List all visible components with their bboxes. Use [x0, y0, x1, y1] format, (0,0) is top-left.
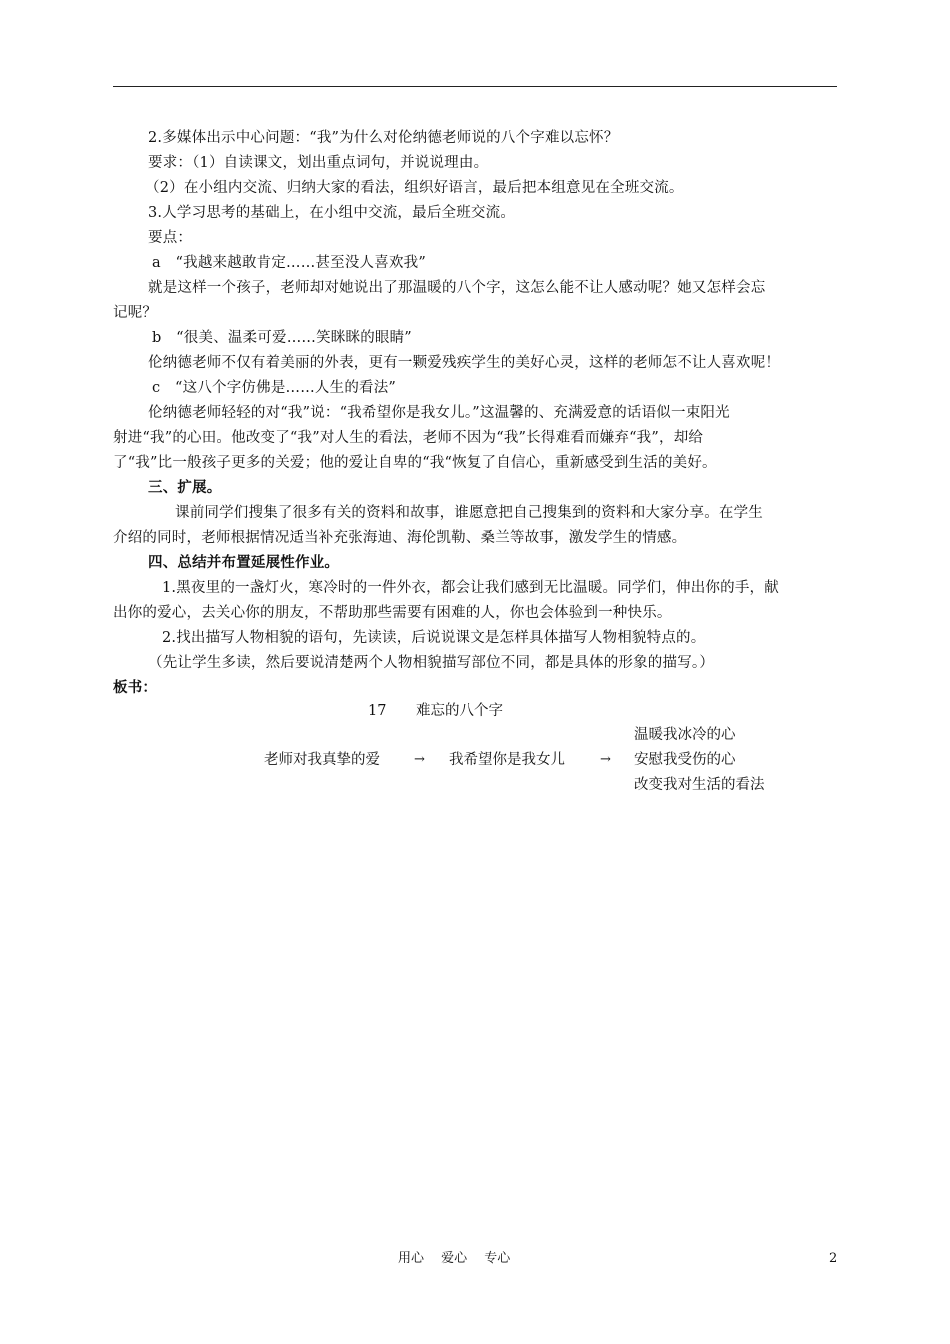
blackboard-label: 板书： — [113, 679, 158, 696]
homework-1-line-2: 出你的爱心，去关心你的朋友，不帮助那些需要有困难的人，你也会体验到一种快乐。 — [113, 605, 672, 621]
blackboard-effect-1: 温暖我冰冷的心 — [634, 727, 736, 743]
point-c-quote: c “这八个字仿佛是……人生的看法” — [152, 380, 397, 396]
section-3-text-line-2: 介绍的同时，老师根据情况适当补充张海迪、海伦凯勒、桑兰等故事，激发学生的情感。 — [113, 530, 687, 546]
page-number: 2 — [829, 1251, 838, 1266]
homework-1-line-1: 1.黑夜里的一盏灯火，寒冷时的一件外衣，都会让我们感到无比温暖。同学们，伸出你的手，献 — [162, 580, 779, 596]
right-arrow-icon: → — [600, 752, 611, 767]
blackboard-title: 难忘的八个字 — [416, 703, 503, 719]
header-rule — [113, 86, 837, 87]
section-4-heading: 四、总结并布置延展性作业。 — [148, 554, 340, 571]
point-a-quote: a “我越来越敢肯定……甚至没人喜欢我” — [152, 255, 426, 271]
step-3-line: 3.人学习思考的基础上，在小组中交流，最后全班交流。 — [148, 205, 516, 221]
key-points-label: 要点： — [148, 230, 193, 246]
blackboard-effect-3: 改变我对生活的看法 — [634, 777, 765, 793]
requirement-2-line: （2）在小组内交流、归纳大家的看法，组织好语言，最后把本组意见在全班交流。 — [145, 180, 684, 196]
footer-motto: 用心 爱心 专心 — [398, 1251, 511, 1266]
point-a-text-line-2: 记呢？ — [113, 305, 158, 321]
blackboard-title-number: 17 — [368, 703, 387, 719]
blackboard-cause: 老师对我真挚的爱 — [264, 752, 380, 768]
question-line: 2.多媒体出示中心问题：“我”为什么对伦纳德老师说的八个字难以忘怀？ — [148, 130, 619, 146]
homework-2-line: 2.找出描写人物相貌的语句，先读读，后说说课文是怎样具体描写人物相貌特点的。 — [162, 630, 706, 646]
point-c-text-line-2: 射进“我”的心田。他改变了“我”对人生的看法，老师不因为“我”长得难看而嫌弃“我”，却给 — [113, 430, 704, 446]
blackboard-quote: 我希望你是我女儿 — [449, 752, 565, 768]
point-c-text-line-3: 了“我”比一般孩子更多的关爱；他的爱让自卑的“我“恢复了自信心，重新感受到生活的美好。 — [113, 455, 717, 471]
section-3-text-line-1: 课前同学们搜集了很多有关的资料和故事，谁愿意把自己搜集到的资料和大家分享。在学生 — [175, 505, 763, 521]
blackboard-effect-2: 安慰我受伤的心 — [634, 752, 736, 768]
point-b-quote: b “很美、温柔可爱……笑眯眯的眼睛” — [152, 330, 412, 346]
requirement-1-line: 要求：（1）自读课文，划出重点词句，并说说理由。 — [148, 155, 489, 171]
point-c-text-line-1: 伦纳德老师轻轻的对“我”说：“我希望你是我女儿。”这温馨的、充满爱意的话语似一束阳光 — [148, 405, 730, 421]
homework-note: （先让学生多读，然后要说清楚两个人物相貌描写部位不同，都是具体的形象的描写。） — [148, 655, 715, 671]
right-arrow-icon: → — [414, 752, 425, 767]
point-a-text-line-1: 就是这样一个孩子，老师却对她说出了那温暖的八个字，这怎么能不让人感动呢？她又怎样会忘 — [148, 280, 766, 296]
section-3-heading: 三、扩展。 — [148, 479, 222, 496]
point-b-text: 伦纳德老师不仅有着美丽的外表，更有一颗爱残疾学生的美好心灵，这样的老师怎不让人喜欢呢！ — [148, 355, 781, 371]
